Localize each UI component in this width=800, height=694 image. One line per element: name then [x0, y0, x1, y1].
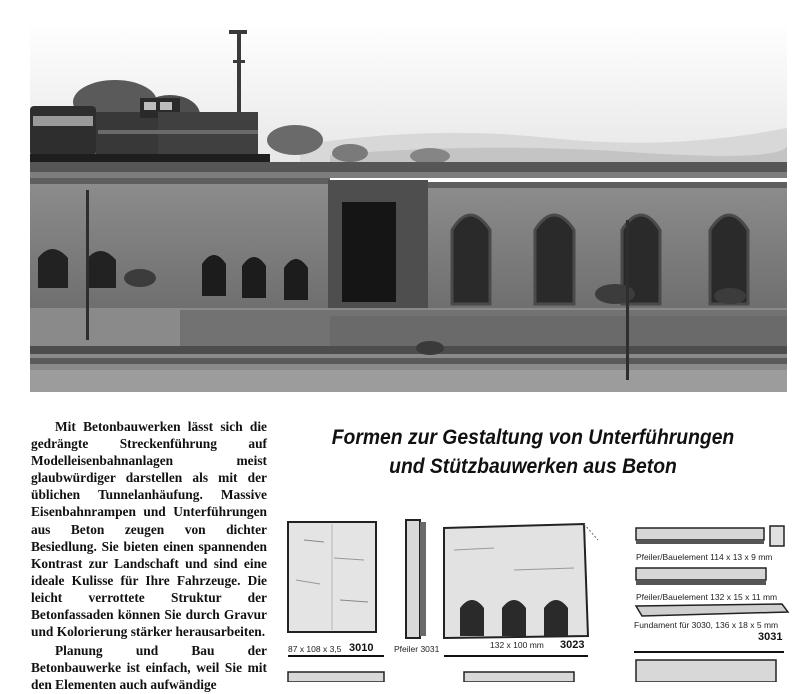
product-3010-code: 3010: [349, 642, 374, 654]
product-catalog: [284, 510, 790, 682]
bauelement-1-label: Pfeiler/Bauelement 114 x 13 x 9 mm: [636, 552, 773, 562]
product-3023-image: [444, 524, 598, 638]
section-heading-line: und Stützbauwerken aus Beton: [389, 455, 677, 478]
product-3010-size: 87 x 108 x 3,5: [288, 644, 342, 654]
bauelement-2-image: [636, 568, 766, 585]
article-paragraph: Planung und Bau der Betonbauwerke ist einfach, weil Sie mit den Elementen auch aufwändige: [31, 643, 267, 693]
product-3023-size: 132 x 100 mm: [490, 640, 544, 650]
article-body: [31, 418, 267, 694]
section-heading: [308, 423, 759, 481]
product-3023-code: 3023: [560, 639, 585, 651]
fundament-label: Fundament für 3030, 136 x 18 x 5 mm: [634, 620, 779, 630]
pfeiler-3031-image: [406, 520, 426, 638]
article-paragraph: Mit Betonbauwerken lässt sich die gedrängte Streckenführung auf Modelleisenbahnanlagen meist glaubwürdiger darstellen als mit der üblichen Tunnelanhäufung. Massive Eisenbahnrampen und Unterführungen aus Beton zeugen von dichter Besiedlung. Sie bieten einen spannenden Kontrast zur Landschaft und sind eine ideale Kulisse für Ihre Fahrzeuge. Die leicht verrottete Struktur der Betonfassaden können Sie durch Gravur und Kolorierung stärker herausarbeiten.: [31, 419, 267, 640]
bauelement-2-label: Pfeiler/Bauelement 132 x 15 x 11 mm: [636, 592, 778, 602]
pfeiler-3031-label: Pfeiler 3031: [394, 644, 440, 654]
layout-photo: [30, 20, 787, 392]
bauelement-1-image: [636, 526, 784, 546]
fundament-code: 3031: [758, 631, 783, 643]
product-3010-image: [288, 522, 376, 632]
fundament-image: [636, 604, 788, 616]
section-heading-line: Formen zur Gestaltung von Unterführungen: [331, 426, 735, 449]
